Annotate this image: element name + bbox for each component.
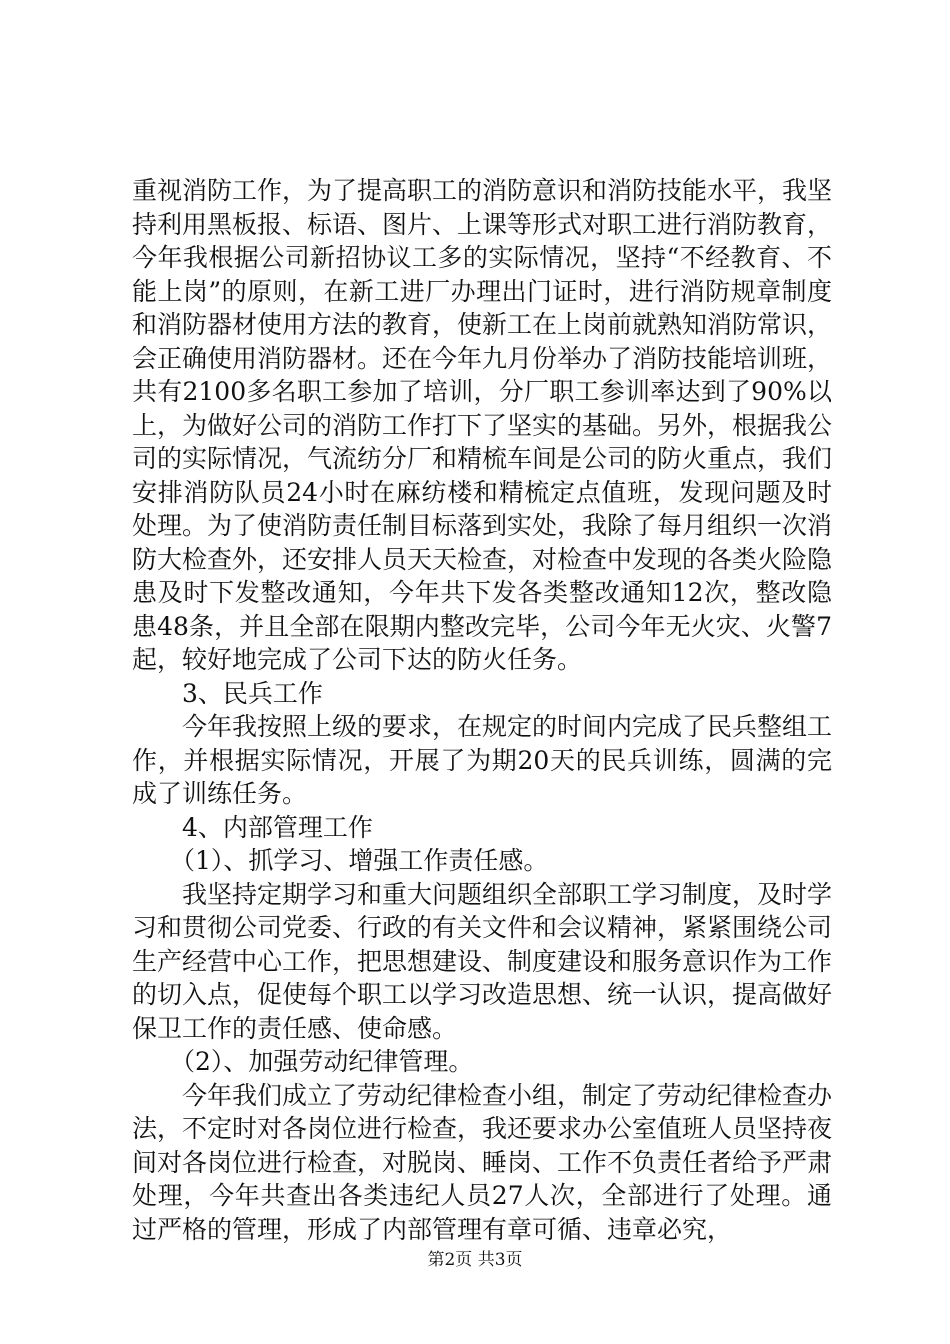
heading-militia-work: 3、民兵工作 <box>182 678 323 708</box>
subheading-study: （1）、抓学习、增强工作责任感。 <box>170 846 549 875</box>
page-footer: 第2页 共3页 <box>427 1250 523 1270</box>
paragraph-study: 我坚持定期学习和重大问题组织全部职工学习制度，及时学习和贯彻公司党委、行政的有关文件和会议精神，紧紧围绕公司生产经营中心工作，把思想建设、制度建设和服务意识作为工作的切入点，促使每个职工以学习改造思想、统一认识，提高做好保卫工作的责任感、使命感。 <box>132 879 833 1043</box>
heading-internal-management: 4、内部管理工作 <box>182 812 373 842</box>
paragraph-labor-discipline: 今年我们成立了劳动纪律检查小组，制定了劳动纪律检查办法，不定时对各岗位进行检查，我还要求办公室值班人员坚持夜间对各岗位进行检查，对脱岗、睡岗、工作不负责任者给予严肃处理，今年共查出各类违纪人员27人次，全部进行了处理。通过严格的管理，形成了内部管理有章可循、违章必究， <box>132 1080 833 1244</box>
paragraph-militia-work: 今年我按照上级的要求，在规定的时间内完成了民兵整组工作，并根据实际情况，开展了为期20天的民兵训练，圆满的完成了训练任务。 <box>132 712 833 808</box>
document-body <box>132 174 832 1246</box>
paragraph-fire-safety: 重视消防工作，为了提高职工的消防意识和消防技能水平，我坚持利用黑板报、标语、图片、上课等形式对职工进行消防教育，今年我根据公司新招协议工多的实际情况，坚持“不经教育、不能上岗”的原则，在新工进厂办理出门证时，进行消防规章制度和消防器材使用方法的教育，使新工在上岗前就熟知消防常识，会正确使用消防器材。还在今年九月份举办了消防技能培训班，共有2100多名职工参加了培训，分厂职工参训率达到了90%以上，为做好公司的消防工作打下了坚实的基础。另外，根据我公司的实际情况，气流纺分厂和精梳车间是公司的防火重点，我们安排消防队员24小时在麻纺楼和精梳定点值班，发现问题及时处理。为了使消防责任制目标落到实处，我除了每月组织一次消防大检查外，还安排人员天天检查，对检查中发现的各类火险隐患及时下发整改通知，今年共下发各类整改通知12次，整改隐患48条，并且全部在限期内整改完毕，公司今年无火灾、火警7起，较好地完成了公司下达的防火任务。 <box>132 176 833 674</box>
subheading-labor-discipline: （2）、加强劳动纪律管理。 <box>170 1047 474 1076</box>
